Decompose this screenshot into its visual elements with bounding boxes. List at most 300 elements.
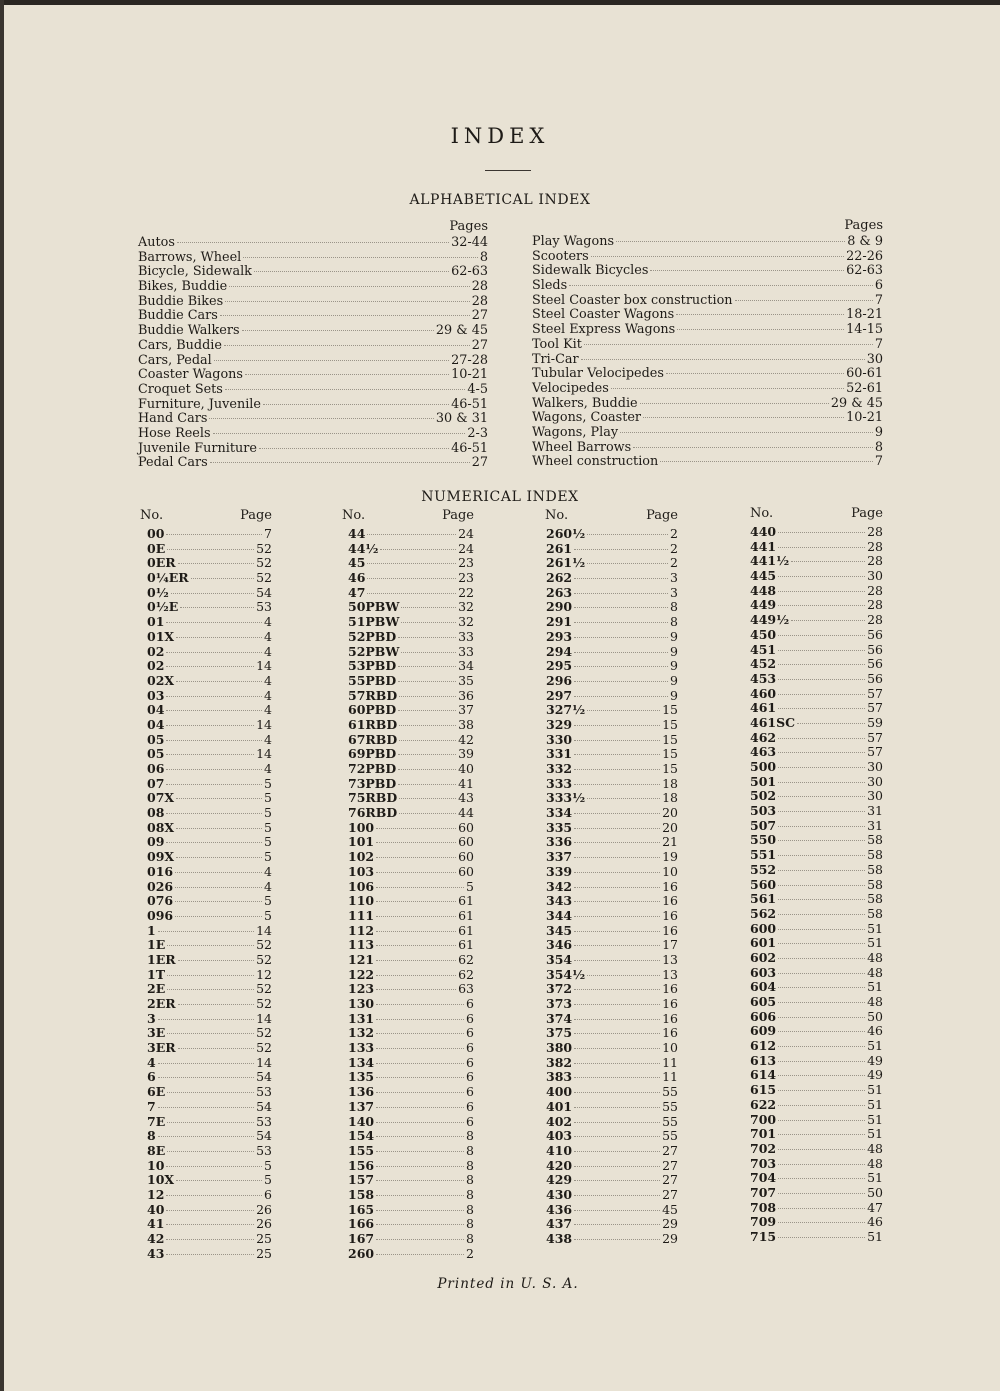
entry-pages: 14-15 bbox=[846, 322, 883, 338]
numerical-entry bbox=[750, 804, 883, 819]
dot-leader bbox=[376, 989, 456, 990]
dot-leader bbox=[259, 448, 449, 449]
item-number: 76RBD bbox=[348, 805, 398, 821]
item-page: 8 bbox=[466, 1186, 474, 1202]
item-number: 330 bbox=[546, 731, 573, 747]
dot-leader bbox=[376, 872, 456, 873]
item-number: 154 bbox=[348, 1128, 375, 1144]
numerical-entry bbox=[147, 850, 272, 865]
numerical-entry bbox=[546, 1041, 678, 1056]
dot-leader bbox=[735, 300, 873, 301]
item-number: 01 bbox=[147, 614, 165, 630]
item-page: 21 bbox=[662, 834, 678, 850]
numerical-entry bbox=[147, 733, 272, 748]
entry-name: Croquet Sets bbox=[138, 381, 223, 397]
numerical-column-header bbox=[140, 508, 272, 524]
numerical-entry bbox=[750, 951, 883, 966]
dot-leader bbox=[167, 989, 254, 990]
dot-leader bbox=[176, 681, 262, 682]
item-page: 52 bbox=[256, 570, 272, 586]
numerical-entry bbox=[750, 643, 883, 658]
alphabetical-entry bbox=[532, 235, 883, 250]
item-page: 15 bbox=[662, 731, 678, 747]
item-page: 16 bbox=[662, 1010, 678, 1026]
item-number: 44½ bbox=[348, 540, 379, 556]
numerical-entry bbox=[546, 791, 678, 806]
dot-leader bbox=[399, 813, 456, 814]
item-page: 52 bbox=[256, 1025, 272, 1041]
alphabetical-entry bbox=[532, 250, 883, 265]
item-number: 346 bbox=[546, 937, 573, 953]
numerical-entry bbox=[348, 1012, 474, 1027]
item-page: 13 bbox=[662, 951, 678, 967]
numerical-entry bbox=[348, 880, 474, 895]
item-number: 604 bbox=[750, 979, 777, 995]
alphabetical-entry bbox=[138, 456, 488, 471]
item-page: 28 bbox=[867, 553, 883, 569]
dot-leader bbox=[167, 945, 254, 946]
item-page: 45 bbox=[662, 1201, 678, 1217]
item-number: 260 bbox=[348, 1245, 375, 1261]
item-number: 3E bbox=[147, 1025, 166, 1041]
dot-leader bbox=[166, 652, 262, 653]
alphabetical-entry bbox=[138, 339, 488, 354]
dot-leader bbox=[778, 826, 865, 827]
dot-leader bbox=[574, 1224, 660, 1225]
numerical-entry bbox=[750, 907, 883, 922]
item-number: 333½ bbox=[546, 790, 586, 806]
item-number: 1 bbox=[147, 922, 156, 938]
item-page: 50 bbox=[867, 1184, 883, 1200]
dot-leader bbox=[574, 916, 660, 917]
numerical-entry bbox=[750, 701, 883, 716]
item-page: 56 bbox=[867, 656, 883, 672]
item-page: 5 bbox=[264, 849, 272, 865]
item-page: 2 bbox=[670, 526, 678, 541]
dot-leader bbox=[778, 1031, 865, 1032]
item-number: 167 bbox=[348, 1231, 375, 1246]
entry-name: Sidewalk Bicycles bbox=[532, 263, 649, 279]
item-page: 27 bbox=[662, 1157, 678, 1173]
numerical-entry bbox=[750, 554, 883, 569]
dot-leader bbox=[399, 740, 456, 741]
item-page: 6 bbox=[466, 1040, 474, 1056]
dot-leader bbox=[791, 620, 865, 621]
dot-leader bbox=[180, 607, 254, 608]
numerical-entry bbox=[147, 1100, 272, 1115]
item-page: 18 bbox=[662, 790, 678, 806]
item-page: 16 bbox=[662, 907, 678, 923]
numerical-entry bbox=[546, 645, 678, 660]
numerical-entry bbox=[546, 968, 678, 983]
numerical-entry bbox=[546, 600, 678, 615]
item-page: 52 bbox=[256, 996, 272, 1011]
item-page: 56 bbox=[867, 626, 883, 642]
dot-leader bbox=[778, 591, 865, 592]
dot-leader bbox=[367, 578, 456, 579]
dot-leader bbox=[574, 1019, 660, 1020]
numerical-entry bbox=[750, 863, 883, 878]
item-number: 026 bbox=[147, 878, 174, 894]
alphabetical-entry bbox=[138, 442, 488, 457]
item-number: 606 bbox=[750, 1008, 777, 1024]
dot-leader bbox=[210, 462, 470, 463]
dot-leader bbox=[166, 769, 262, 770]
numerical-entry bbox=[546, 1217, 678, 1232]
numerical-entry bbox=[147, 1129, 272, 1144]
item-number: 327½ bbox=[546, 702, 586, 718]
item-page: 6 bbox=[466, 996, 474, 1011]
item-number: 410 bbox=[546, 1142, 573, 1158]
item-number: 373 bbox=[546, 996, 573, 1011]
dot-leader bbox=[167, 1122, 254, 1123]
item-page: 58 bbox=[867, 876, 883, 892]
numerical-entry bbox=[348, 1085, 474, 1100]
item-page: 26 bbox=[256, 1201, 272, 1217]
item-page: 51 bbox=[867, 1170, 883, 1186]
item-page: 6 bbox=[466, 1054, 474, 1070]
numerical-entry bbox=[348, 1247, 474, 1262]
item-page: 52 bbox=[256, 951, 272, 967]
item-page: 2 bbox=[466, 1245, 474, 1261]
item-number: 7E bbox=[147, 1113, 166, 1129]
dot-leader bbox=[778, 635, 865, 636]
numerical-entry bbox=[147, 674, 272, 689]
dot-leader bbox=[167, 549, 254, 550]
item-number: 297 bbox=[546, 687, 573, 703]
numerical-entry bbox=[750, 1113, 883, 1128]
numerical-entry bbox=[750, 569, 883, 584]
entry-pages: 7 bbox=[874, 454, 883, 470]
entry-pages: 10-21 bbox=[846, 410, 883, 426]
item-page: 14 bbox=[256, 658, 272, 674]
dot-leader bbox=[574, 696, 668, 697]
entry-pages: 32-44 bbox=[451, 235, 488, 250]
numerical-entry bbox=[750, 1201, 883, 1216]
item-page: 51 bbox=[867, 920, 883, 936]
dot-leader bbox=[177, 242, 449, 243]
item-page: 23 bbox=[458, 570, 474, 586]
dot-leader bbox=[166, 842, 262, 843]
dot-leader bbox=[574, 593, 668, 594]
numerical-entry bbox=[546, 1188, 678, 1203]
numerical-entry bbox=[348, 703, 474, 718]
numerical-entry bbox=[348, 1070, 474, 1085]
dot-leader bbox=[574, 1195, 660, 1196]
item-page: 16 bbox=[662, 996, 678, 1011]
item-page: 31 bbox=[867, 817, 883, 833]
dot-leader bbox=[376, 931, 456, 932]
item-page: 28 bbox=[867, 612, 883, 628]
dot-leader bbox=[778, 796, 865, 797]
numerical-entry bbox=[348, 586, 474, 601]
item-number: 60PBD bbox=[348, 702, 397, 718]
numerical-entry bbox=[348, 674, 474, 689]
numerical-entry bbox=[546, 850, 678, 865]
dot-leader bbox=[376, 1254, 464, 1255]
page-top-edge bbox=[0, 0, 1000, 5]
item-page: 9 bbox=[670, 628, 678, 644]
item-number: 10 bbox=[147, 1157, 165, 1173]
numerical-entry bbox=[147, 1056, 272, 1071]
alphabetical-entry bbox=[532, 382, 883, 397]
numerical-entry bbox=[750, 878, 883, 893]
numerical-entry bbox=[147, 703, 272, 718]
item-page: 29 bbox=[662, 1231, 678, 1246]
dot-leader bbox=[778, 1134, 865, 1135]
item-number: 335 bbox=[546, 819, 573, 835]
dot-leader bbox=[778, 1105, 865, 1106]
dot-leader bbox=[574, 1136, 660, 1137]
numerical-entry bbox=[546, 571, 678, 586]
item-page: 31 bbox=[867, 803, 883, 819]
dot-leader bbox=[367, 563, 456, 564]
page-label: Page bbox=[851, 506, 883, 521]
entry-name: Coaster Wagons bbox=[138, 367, 243, 383]
entry-pages: 62-63 bbox=[451, 264, 488, 280]
entry-pages: 60-61 bbox=[846, 366, 883, 382]
item-page: 35 bbox=[458, 672, 474, 688]
numerical-entry bbox=[348, 1041, 474, 1056]
dot-leader bbox=[778, 664, 865, 665]
item-number: 113 bbox=[348, 937, 375, 953]
item-page: 16 bbox=[662, 981, 678, 997]
item-number: 45 bbox=[348, 555, 366, 571]
numerical-entry bbox=[147, 659, 272, 674]
dot-leader bbox=[791, 561, 865, 562]
item-number: 603 bbox=[750, 964, 777, 980]
dot-leader bbox=[178, 1048, 254, 1049]
dot-leader bbox=[778, 650, 865, 651]
item-number: 110 bbox=[348, 893, 375, 909]
item-page: 34 bbox=[458, 658, 474, 674]
numerical-entry bbox=[147, 556, 272, 571]
entry-name: Barrows, Wheel bbox=[138, 249, 242, 265]
alphabetical-entry bbox=[138, 383, 488, 398]
item-page: 6 bbox=[466, 1098, 474, 1114]
numerical-entry bbox=[750, 775, 883, 790]
numerical-entry bbox=[546, 1100, 678, 1115]
page-title: INDEX bbox=[450, 124, 550, 148]
alphabetical-entries-right bbox=[532, 235, 883, 470]
numerical-entry bbox=[750, 1157, 883, 1172]
item-number: 261½ bbox=[546, 555, 586, 571]
numerical-column-header bbox=[342, 508, 474, 524]
dot-leader bbox=[166, 1254, 254, 1255]
entry-name: Walkers, Buddie bbox=[532, 395, 638, 411]
dot-leader bbox=[167, 1033, 254, 1034]
alphabetical-index-left-column bbox=[138, 219, 488, 471]
item-number: 53PBD bbox=[348, 658, 397, 674]
numerical-entry bbox=[348, 718, 474, 733]
entry-name: Steel Express Wagons bbox=[532, 322, 676, 338]
item-number: 704 bbox=[750, 1170, 777, 1186]
numerical-entry bbox=[750, 819, 883, 834]
item-number: 552 bbox=[750, 861, 777, 877]
dot-leader bbox=[376, 842, 456, 843]
item-number: 562 bbox=[750, 905, 777, 921]
dot-leader bbox=[587, 798, 660, 799]
item-number: 462 bbox=[750, 729, 777, 745]
numerical-entry bbox=[147, 762, 272, 777]
numerical-entry bbox=[546, 880, 678, 895]
numerical-entry bbox=[348, 556, 474, 571]
dot-leader bbox=[176, 1180, 262, 1181]
numerical-entry bbox=[348, 938, 474, 953]
item-page: 13 bbox=[662, 966, 678, 982]
item-number: 4 bbox=[147, 1054, 156, 1070]
dot-leader bbox=[376, 857, 456, 858]
alphabetical-entry bbox=[532, 308, 883, 323]
dot-leader bbox=[176, 828, 262, 829]
dot-leader bbox=[213, 433, 466, 434]
item-number: 016 bbox=[147, 863, 174, 879]
dot-leader bbox=[158, 1077, 254, 1078]
dot-leader bbox=[175, 901, 262, 902]
numerical-entry bbox=[147, 909, 272, 924]
item-number: 708 bbox=[750, 1199, 777, 1215]
entry-name: Cars, Pedal bbox=[138, 352, 212, 368]
numerical-entries bbox=[147, 527, 272, 1261]
item-page: 4 bbox=[264, 643, 272, 659]
item-number: 296 bbox=[546, 672, 573, 688]
numerical-entry bbox=[348, 953, 474, 968]
dot-leader bbox=[574, 1033, 660, 1034]
numerical-entry bbox=[546, 542, 678, 557]
dot-leader bbox=[191, 578, 254, 579]
numerical-entry bbox=[348, 1173, 474, 1188]
item-number: 6 bbox=[147, 1069, 156, 1085]
item-number: 449½ bbox=[750, 612, 790, 628]
item-page: 51 bbox=[867, 1111, 883, 1127]
dot-leader bbox=[574, 872, 660, 873]
numerical-entry bbox=[348, 1232, 474, 1247]
item-number: 10X bbox=[147, 1172, 175, 1188]
item-number: 0E bbox=[147, 540, 166, 556]
item-page: 30 bbox=[867, 788, 883, 804]
dot-leader bbox=[398, 769, 456, 770]
item-page: 51 bbox=[867, 1082, 883, 1098]
numerical-entry bbox=[348, 571, 474, 586]
item-number: 460 bbox=[750, 685, 777, 701]
numerical-entry bbox=[348, 689, 474, 704]
item-number: 461 bbox=[750, 700, 777, 716]
numerical-entry bbox=[546, 586, 678, 601]
dot-leader bbox=[376, 1019, 464, 1020]
item-number: 67RBD bbox=[348, 731, 398, 747]
item-page: 2 bbox=[670, 555, 678, 571]
entry-name: Wheel construction bbox=[532, 454, 659, 470]
dot-leader bbox=[574, 1048, 660, 1049]
numerical-entry bbox=[750, 848, 883, 863]
item-page: 46 bbox=[867, 1214, 883, 1230]
alphabetical-entries-left bbox=[138, 236, 488, 471]
item-number: 112 bbox=[348, 922, 375, 938]
item-page: 55 bbox=[662, 1098, 678, 1114]
item-number: 75RBD bbox=[348, 790, 398, 806]
entry-name: Wagons, Coaster bbox=[532, 410, 642, 426]
numerical-entry bbox=[348, 865, 474, 880]
dot-leader bbox=[220, 315, 470, 316]
item-page: 8 bbox=[670, 599, 678, 615]
item-number: 345 bbox=[546, 922, 573, 938]
item-number: 111 bbox=[348, 907, 375, 923]
numerical-entry bbox=[147, 1203, 272, 1218]
dot-leader bbox=[616, 241, 845, 242]
dot-leader bbox=[166, 784, 262, 785]
numerical-entry bbox=[348, 615, 474, 630]
numerical-index-heading: NUMERICAL INDEX bbox=[421, 489, 579, 505]
item-number: 383 bbox=[546, 1069, 573, 1085]
numerical-entry bbox=[348, 645, 474, 660]
item-page: 36 bbox=[458, 687, 474, 703]
item-number: 52PBD bbox=[348, 628, 397, 644]
dot-leader bbox=[778, 767, 865, 768]
dot-leader bbox=[398, 754, 456, 755]
item-page: 49 bbox=[867, 1067, 883, 1083]
entry-pages: 7 bbox=[874, 336, 883, 352]
item-number: 05 bbox=[147, 731, 165, 747]
dot-leader bbox=[376, 1033, 464, 1034]
title-rule bbox=[485, 170, 531, 171]
item-number: 73PBD bbox=[348, 775, 397, 791]
item-page: 54 bbox=[256, 1128, 272, 1144]
numerical-entry bbox=[750, 1215, 883, 1230]
dot-leader bbox=[574, 725, 660, 726]
item-number: 401 bbox=[546, 1098, 573, 1114]
item-number: 372 bbox=[546, 981, 573, 997]
numerical-entry bbox=[147, 865, 272, 880]
entry-pages: 7 bbox=[874, 292, 883, 308]
numerical-entry bbox=[348, 762, 474, 777]
item-number: 463 bbox=[750, 744, 777, 760]
dot-leader bbox=[778, 708, 865, 709]
item-page: 62 bbox=[458, 951, 474, 967]
item-number: 133 bbox=[348, 1040, 375, 1056]
dot-leader bbox=[376, 1107, 464, 1108]
numerical-entry bbox=[750, 789, 883, 804]
numerical-entry bbox=[348, 1100, 474, 1115]
item-page: 48 bbox=[867, 1140, 883, 1156]
alphabetical-index-right-column bbox=[532, 218, 883, 470]
item-page: 48 bbox=[867, 949, 883, 965]
dot-leader bbox=[376, 1077, 464, 1078]
item-number: 06 bbox=[147, 761, 165, 776]
item-page: 5 bbox=[264, 775, 272, 791]
item-number: 155 bbox=[348, 1142, 375, 1158]
item-page: 8 bbox=[466, 1172, 474, 1188]
numerical-entry bbox=[546, 1159, 678, 1174]
item-page: 52 bbox=[256, 555, 272, 571]
item-page: 4 bbox=[264, 702, 272, 718]
item-number: 140 bbox=[348, 1113, 375, 1129]
numerical-entry bbox=[348, 1159, 474, 1174]
item-page: 53 bbox=[256, 1142, 272, 1158]
numerical-entry bbox=[147, 1173, 272, 1188]
numerical-entry bbox=[348, 968, 474, 983]
item-page: 20 bbox=[662, 805, 678, 821]
item-number: 622 bbox=[750, 1096, 777, 1112]
alphabetical-entry bbox=[138, 295, 488, 310]
item-page: 52 bbox=[256, 937, 272, 953]
entry-pages: 8 bbox=[874, 439, 883, 455]
numerical-entry bbox=[750, 628, 883, 643]
item-number: 131 bbox=[348, 1010, 375, 1026]
numerical-entry bbox=[750, 687, 883, 702]
dot-leader bbox=[166, 710, 262, 711]
item-page: 4 bbox=[264, 687, 272, 703]
numerical-entry bbox=[750, 1010, 883, 1025]
